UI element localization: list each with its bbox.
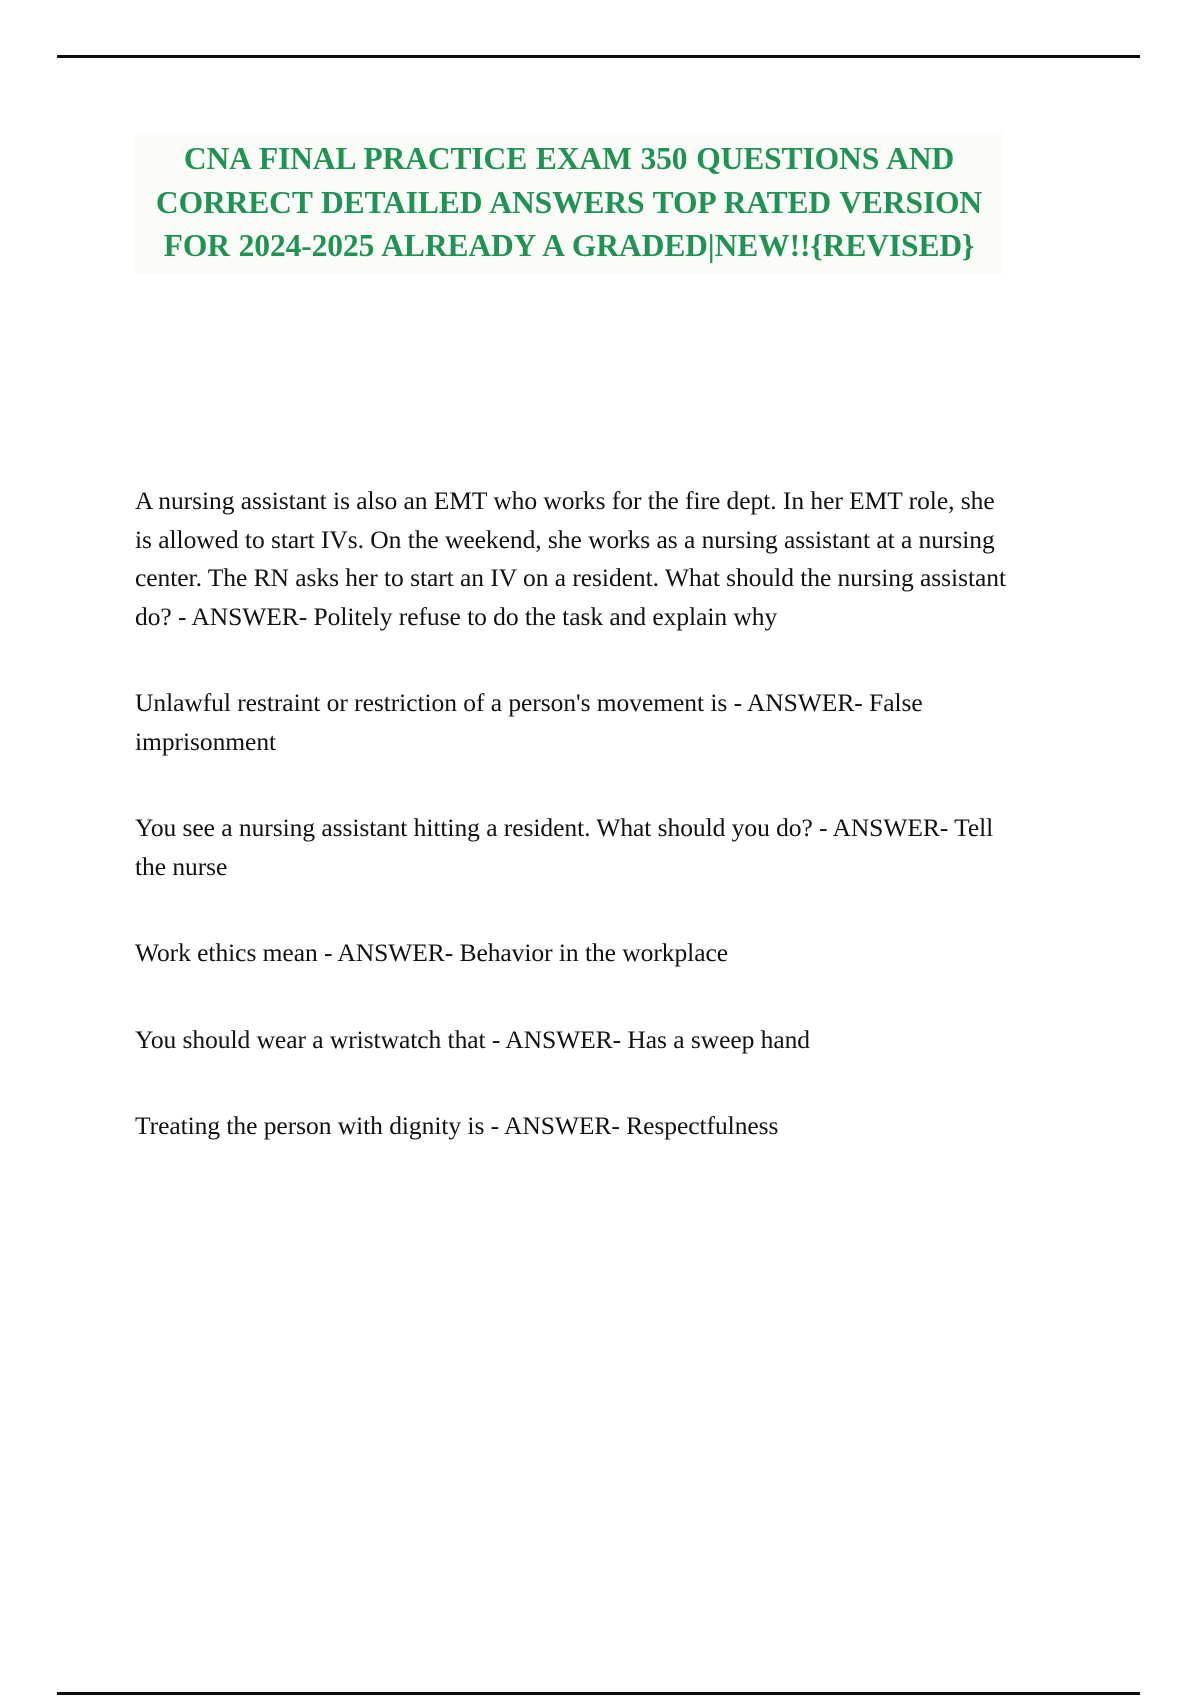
header-divider-rule [57, 55, 1140, 58]
page-title: CNA FINAL PRACTICE EXAM 350 QUESTIONS AND CORRECT DETAILED ANSWERS TOP RATED VERSION FOR 2024-2025 ALREADY A GRADED|NEW!!{REVISED} [155, 141, 983, 263]
document-title-block [135, 133, 1003, 274]
qa-item: Work ethics mean - ANSWER- Behavior in the workplace [135, 938, 729, 967]
footer-divider-rule [57, 1692, 1140, 1695]
qa-item: You see a nursing assistant hitting a resident. What should you do? - ANSWER- Tell the nurse [135, 813, 994, 881]
qa-item: Treating the person with dignity is - ANSWER- Respectfulness [135, 1111, 779, 1140]
qa-item: A nursing assistant is also an EMT who works for the fire dept. In her EMT role, she is allowed to start IVs. On the weekend, she works as a nursing assistant at a nursing center. The RN asks her to start an IV on a resident. What should the nursing assistant do? - ANSWER- Politely refuse to do the task and explain why [135, 486, 1006, 631]
qa-item: Unlawful restraint or restriction of a person's movement is - ANSWER- False imprisonment [135, 688, 923, 756]
qa-item: You should wear a wristwatch that - ANSWER- Has a sweep hand [135, 1024, 810, 1054]
document-body [135, 482, 1007, 1146]
